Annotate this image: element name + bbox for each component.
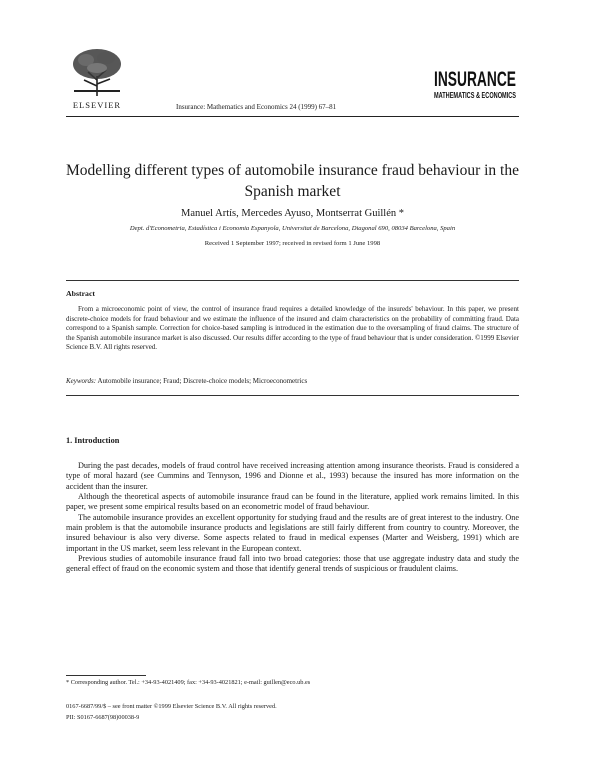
header-divider	[66, 116, 519, 117]
journal-reference: Insurance: Mathematics and Economics 24 (1999) 67–81	[176, 103, 337, 111]
journal-logo-title: INSURANCE	[434, 68, 516, 91]
abstract-divider-top	[66, 280, 519, 281]
corresponding-author-footnote: * Corresponding author. Tel.: +34-93-4021409; fax: +34-93-4021821; e-mail: guillen@eco.ub.es	[66, 679, 311, 686]
keywords-label: Keywords:	[66, 377, 97, 385]
abstract-body	[66, 305, 519, 353]
body-paragraph: During the past decades, models of fraud control have received increasing attention among insurance theorists. Fraud is considered a type of moral hazard (see Cummins and Tennyson, 1996 and Dionne et al., 1993) because the insured has more information on the accident than the insurer.	[66, 461, 519, 491]
author-list: Manuel Artís, Mercedes Ayuso, Montserrat Guillén *	[181, 208, 404, 219]
keywords-line	[66, 377, 519, 385]
journal-logo-subtitle: MATHEMATICS & ECONOMICS	[434, 91, 517, 100]
affiliation: Dept. d'Econometria, Estadística i Economia Espanyola, Universitat de Barcelona, Diagonal 690, 08034 Barcelona, Spain	[129, 225, 456, 232]
body-paragraph: Previous studies of automobile insurance fraud fall into two broad categories: those that use aggregate industry data and study the general effect of fraud on the economic system and those that identify general trends of suspicious or fraudulent claims.	[66, 554, 519, 574]
body-paragraph: Although the theoretical aspects of automobile insurance fraud can be found in the literature, applied work remains limited. In this paper, we present some empirical results based on an econometric model of fraud behaviour.	[66, 492, 519, 512]
section-body	[66, 461, 519, 575]
abstract-heading: Abstract	[66, 289, 96, 298]
abstract-divider-bottom	[66, 395, 519, 396]
footnote-divider	[66, 675, 146, 676]
pii-identifier: PII: S0167-6687(98)00038-9	[66, 714, 140, 721]
elsevier-tree-logo	[66, 46, 128, 98]
received-dates: Received 1 September 1997; received in revised form 1 June 1998	[204, 240, 381, 247]
body-paragraph: The automobile insurance provides an excellent opportunity for studying fraud and the results are of great interest to the industry. One main problem is that the automobile insurance products and legislations are still fairly different from country to country. Moreover, the insured behaviour is also very diverse. Some aspects related to fraud in medical expenses (Marter and Weisberg, 1991) which are important in the US market, seem less relevant in the European context.	[66, 512, 519, 553]
section-heading: 1. Introduction	[66, 436, 120, 445]
publisher-name: ELSEVIER	[72, 100, 122, 110]
abstract-paragraph: From a microeconomic point of view, the control of insurance fraud requires a detailed knowledge of the insureds' behaviour. In this paper, we present discrete-choice models for fraud behaviour and we estimate the influence of the insured and claim characteristics on the probability of committing fraud. Data correspond to a Spanish sample. Correction for choice-based sampling is introduced in the estimation due to the oversampling of fraud claims. The structure of the Spanish automobile insurance market is also discussed. Our results differ according to the type of fraud behaviour that is under consideration. ©1999 Elsevier Science B.V. All rights reserved.	[66, 305, 519, 351]
journal-logo	[432, 62, 518, 106]
copyright-line: 0167-6687/99/$ – see front matter ©1999 Elsevier Science B.V. All rights reserved.	[66, 703, 277, 710]
paper-title: Modelling different types of automobile insurance fraud behaviour in the Spanish market	[66, 162, 519, 200]
keywords-list: Automobile insurance; Fraud; Discrete-choice models; Microeconometrics	[97, 377, 308, 385]
